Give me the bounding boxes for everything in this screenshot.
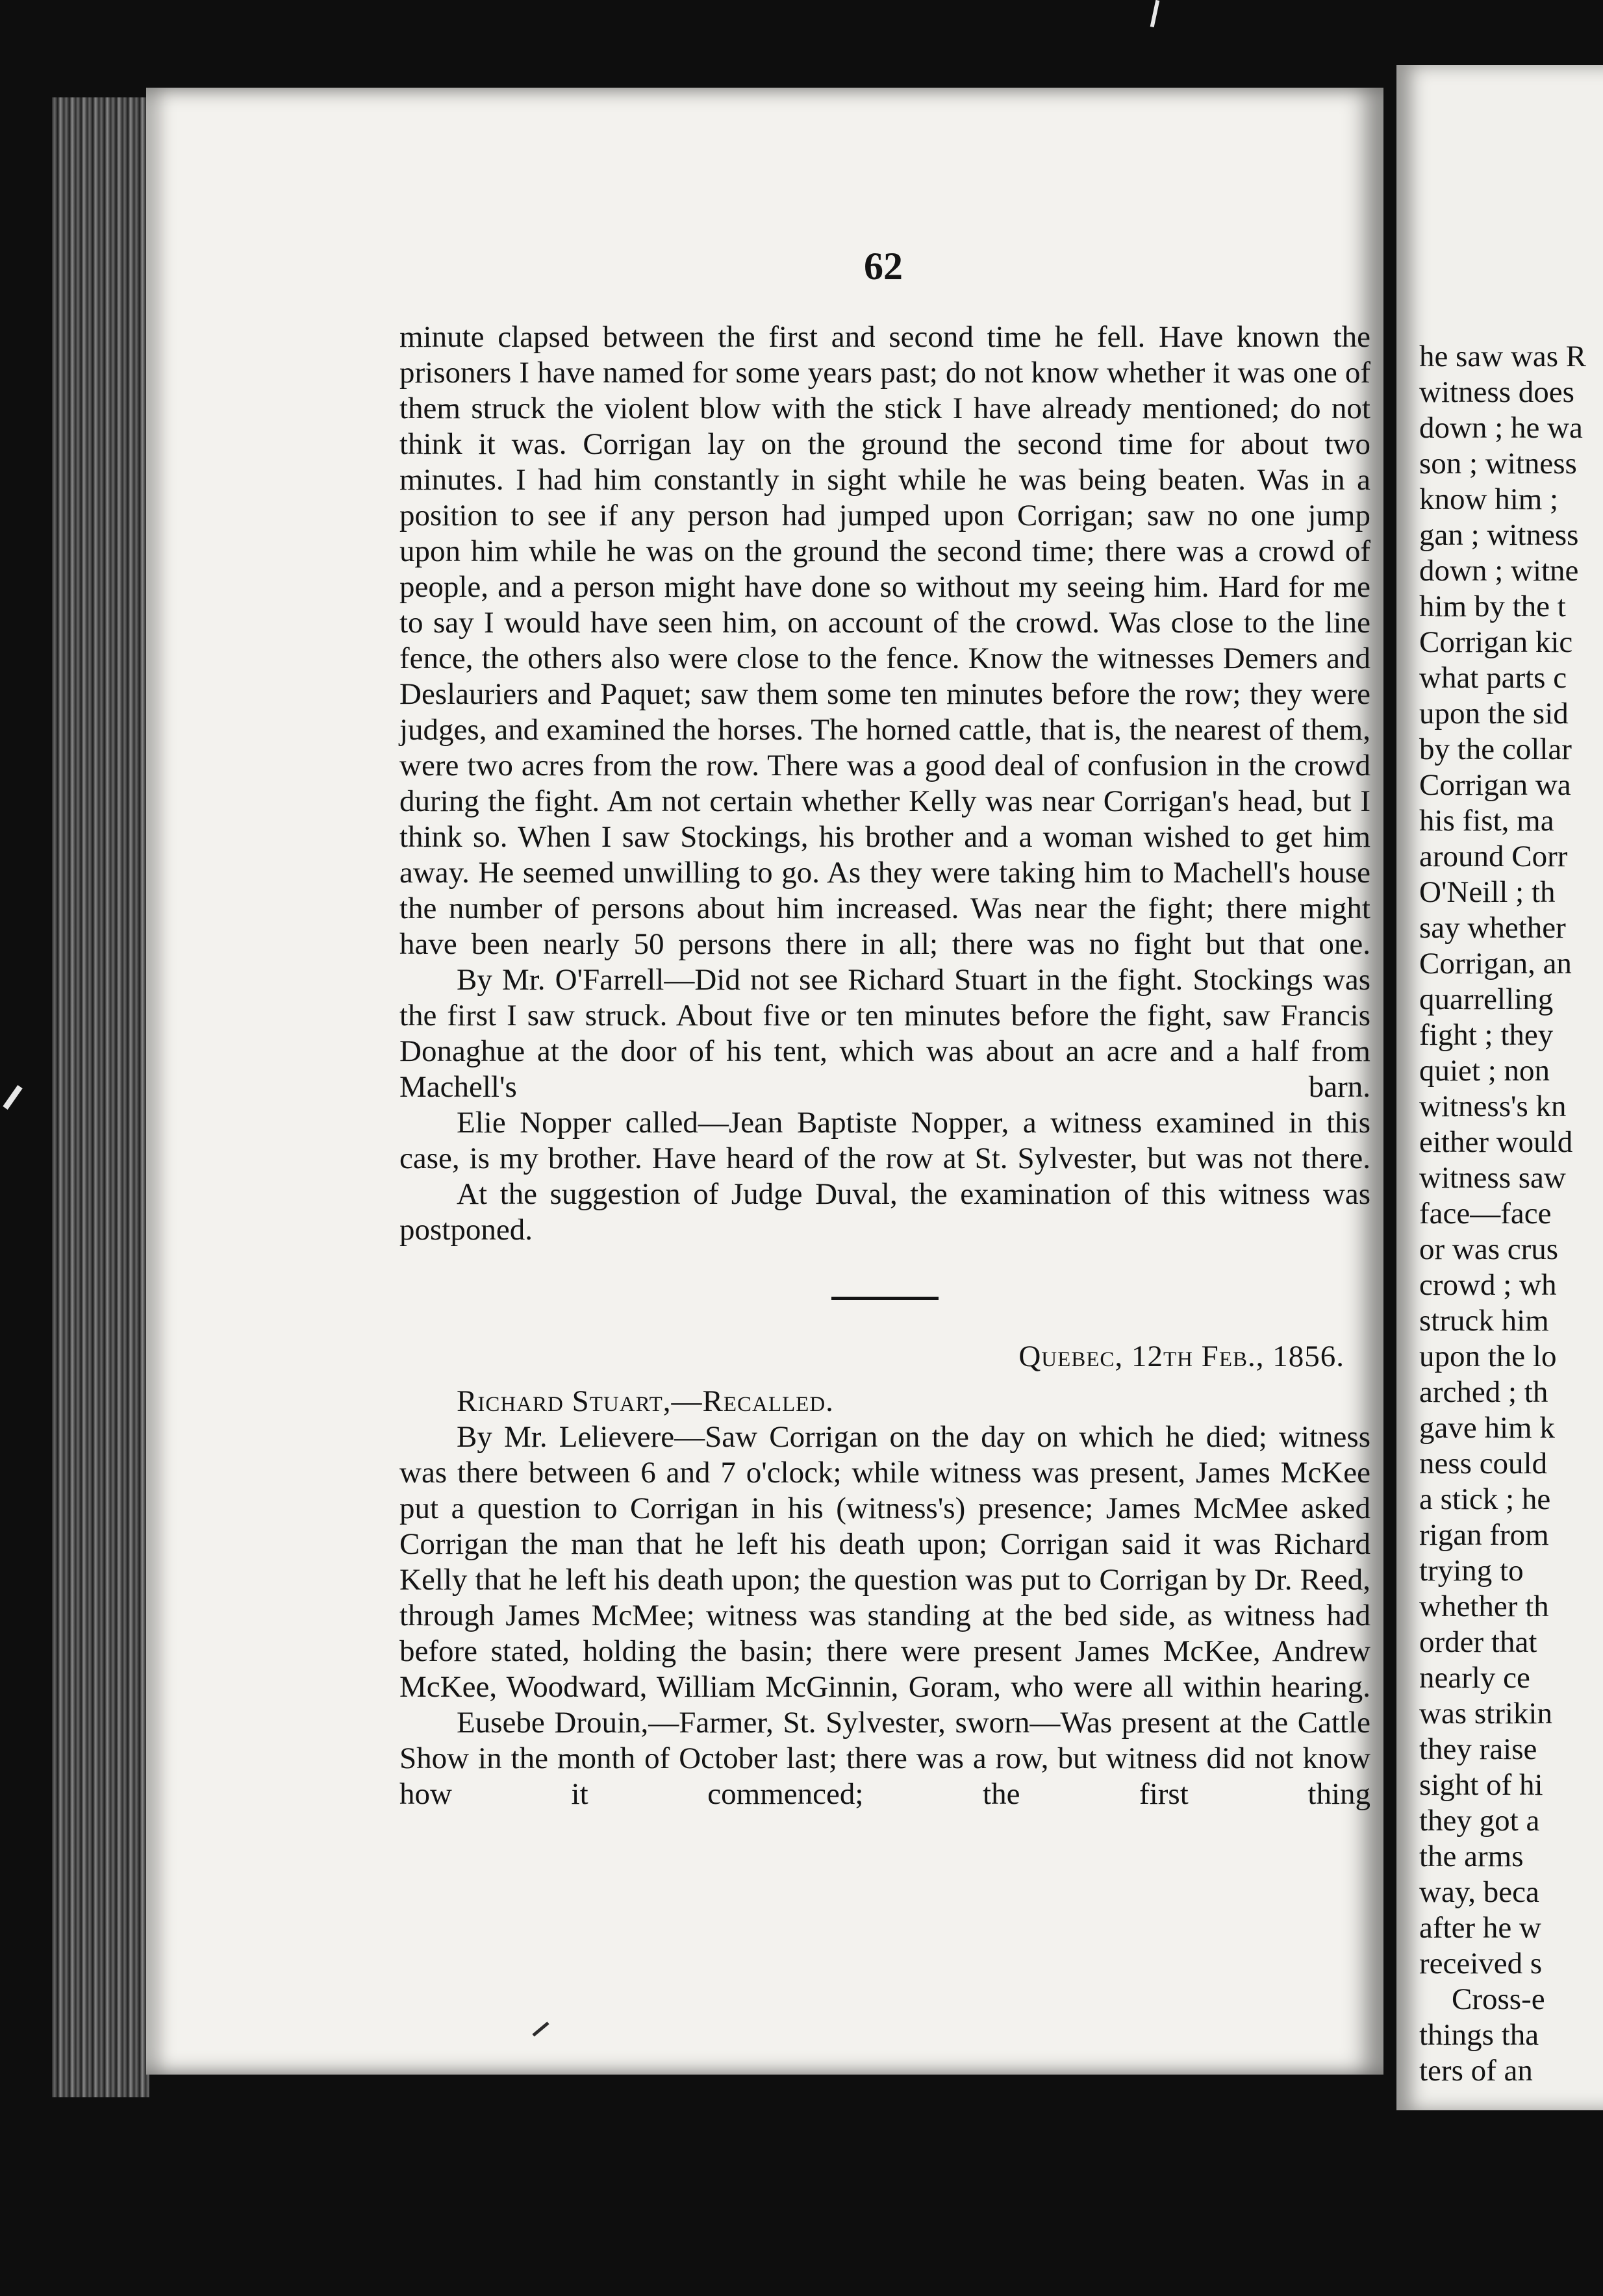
next-page-line: they got a	[1419, 1804, 1540, 1838]
next-page-line: ters of an	[1419, 2054, 1533, 2088]
next-page-line: down ; he wa	[1419, 411, 1583, 445]
next-page-line: down ; witne	[1419, 554, 1579, 588]
next-page-line: Corrigan, an	[1419, 947, 1572, 980]
next-page-line: the arms	[1419, 1840, 1524, 1873]
next-page-line: say whether	[1419, 911, 1566, 945]
next-page-line: quarrelling	[1419, 982, 1554, 1016]
next-page-line: he saw was R	[1419, 340, 1587, 373]
next-page-line: things tha	[1419, 2018, 1539, 2052]
next-page-line: Corrigan kic	[1419, 625, 1573, 659]
next-page-line: sight of hi	[1419, 1768, 1543, 1802]
examination-paragraph: By Mr. Lelievere—Saw Corrigan on the day on which he died; witness was there between 6 and 7 o'clock; while witness was present, James McKee put a question to Corrigan in his (witness's) presence; James McMee asked Corrigan the man that he left his death upon; Corrigan said it was Richard Kelly that he left his death upon; the question was put to Corrigan by Dr. Reed, through James McMee; witness was standing at the bed side, as witness had before stated, holding the basin; there were present James McKee, Andrew McKee, Woodward, William McGinnin, Goram, who were all within hearing.	[399, 1420, 1370, 1704]
witness-paragraph: Elie Nopper called—Jean Baptiste Nopper, a witness examined in this case, is my brother. Have heard of the row at St. Sylvester, but was not there.	[399, 1106, 1370, 1175]
next-page-line: O'Neill ; th	[1419, 875, 1556, 909]
next-page-line: witness's kn	[1419, 1090, 1567, 1123]
next-page-line: by the collar	[1419, 732, 1572, 766]
next-page-line: gave him k	[1419, 1411, 1555, 1445]
next-page-line: after he w	[1419, 1911, 1541, 1945]
next-page-line: crowd ; wh	[1419, 1268, 1557, 1302]
next-page-line: trying to	[1419, 1554, 1524, 1588]
next-page-line: they raise	[1419, 1732, 1537, 1766]
page-number: 62	[864, 245, 903, 288]
next-page-line: face—face	[1419, 1197, 1552, 1230]
cross-examination-paragraph: By Mr. O'Farrell—Did not see Richard Stuart in the fight. Stockings was the first I saw struck. About five or ten minutes before the fight, saw Francis Donaghue at the door of his tent, which was about an acre and a half from Machell's barn.	[399, 963, 1370, 1104]
next-page-line: struck him	[1419, 1304, 1549, 1338]
next-page-line: whether th	[1419, 1590, 1549, 1623]
testimony-paragraph: minute clapsed between the first and second time he fell. Have known the prisoners I have named for some years past; do not know whether it was one of them struck the violent blow with the stick I have already mentioned; do not think it was. Corrigan lay on the ground the second time for about two minutes. I had him constantly in sight while he was being beaten. Was in a position to see if any person had jumped upon Corrigan; saw no one jump upon him while he was on the ground the second time; there was a crowd of people, and a person might have done so without my seeing him. Hard for me to say I would have seen him, on account of the crowd. Was close to the line fence, the others also were close to the fence. Know the witnesses Demers and Deslauriers and Paquet; saw them some ten minutes before the row; they were judges, and examined the horses. The horned cattle, that is, the nearest of them, were two acres from the row. There was a good deal of confusion in the crowd during the fight. Am not certain whether Kelly was near Corrigan's head, but I think so. When I saw Stockings, his brother and a woman wished to get him away. He seemed unwilling to go. As they were taking him to Machell's house the number of persons about him increased. Was near the fight; there might have been nearly 50 persons there in all; there was no fight but that one.	[399, 320, 1370, 961]
next-page-line: Corrigan wa	[1419, 768, 1571, 802]
next-page-line: way, beca	[1419, 1875, 1539, 1909]
next-page-line: around Corr	[1419, 840, 1568, 873]
next-page-line: quiet ; non	[1419, 1054, 1550, 1088]
next-page-line: received s	[1419, 1947, 1543, 1980]
scan-artifact	[3, 1085, 22, 1110]
main-text-column	[399, 319, 1370, 1812]
dateline: Quebec, 12th Feb., 1856.	[1018, 1340, 1344, 1373]
next-page-line: was strikin	[1419, 1697, 1552, 1730]
next-page-line: witness does	[1419, 375, 1574, 409]
next-page-line: either would	[1419, 1125, 1573, 1159]
book-binding	[52, 97, 149, 2097]
next-page-line: his fist, ma	[1419, 804, 1554, 838]
section-divider	[831, 1297, 939, 1300]
next-page-line: Cross-e	[1452, 1982, 1545, 2016]
next-page-line: order that	[1419, 1625, 1537, 1659]
next-page-line: know him ;	[1419, 482, 1559, 516]
scan-artifact	[1150, 0, 1160, 27]
next-page-line: son ; witness	[1419, 447, 1577, 480]
next-page-line: ness could	[1419, 1447, 1548, 1480]
next-page-line: a stick ; he	[1419, 1482, 1551, 1516]
postponement-paragraph: At the suggestion of Judge Duval, the examination of this witness was postponed.	[399, 1177, 1370, 1247]
witness-recalled-heading: Richard Stuart,—Recalled.	[457, 1384, 834, 1418]
witness-sworn-paragraph: Eusebe Drouin,—Farmer, St. Sylvester, sworn—Was present at the Cattle Show in the month of October last; there was a row, but witness did not know how it commenced; the first thing	[399, 1706, 1370, 1811]
next-page-line: upon the sid	[1419, 697, 1569, 730]
next-page-line: or was crus	[1419, 1232, 1559, 1266]
next-page-line: upon the lo	[1419, 1340, 1557, 1373]
next-page-line: him by the t	[1419, 590, 1566, 623]
next-page-line: what parts c	[1419, 661, 1567, 695]
next-page-text-column	[1419, 339, 1603, 2089]
next-page-line: gan ; witness	[1419, 518, 1579, 552]
next-page-line: witness saw	[1419, 1161, 1566, 1195]
next-page-line: fight ; they	[1419, 1018, 1554, 1052]
next-page-line: nearly ce	[1419, 1661, 1530, 1695]
next-page-line: arched ; th	[1419, 1375, 1548, 1409]
next-page-line: rigan from	[1419, 1518, 1549, 1552]
